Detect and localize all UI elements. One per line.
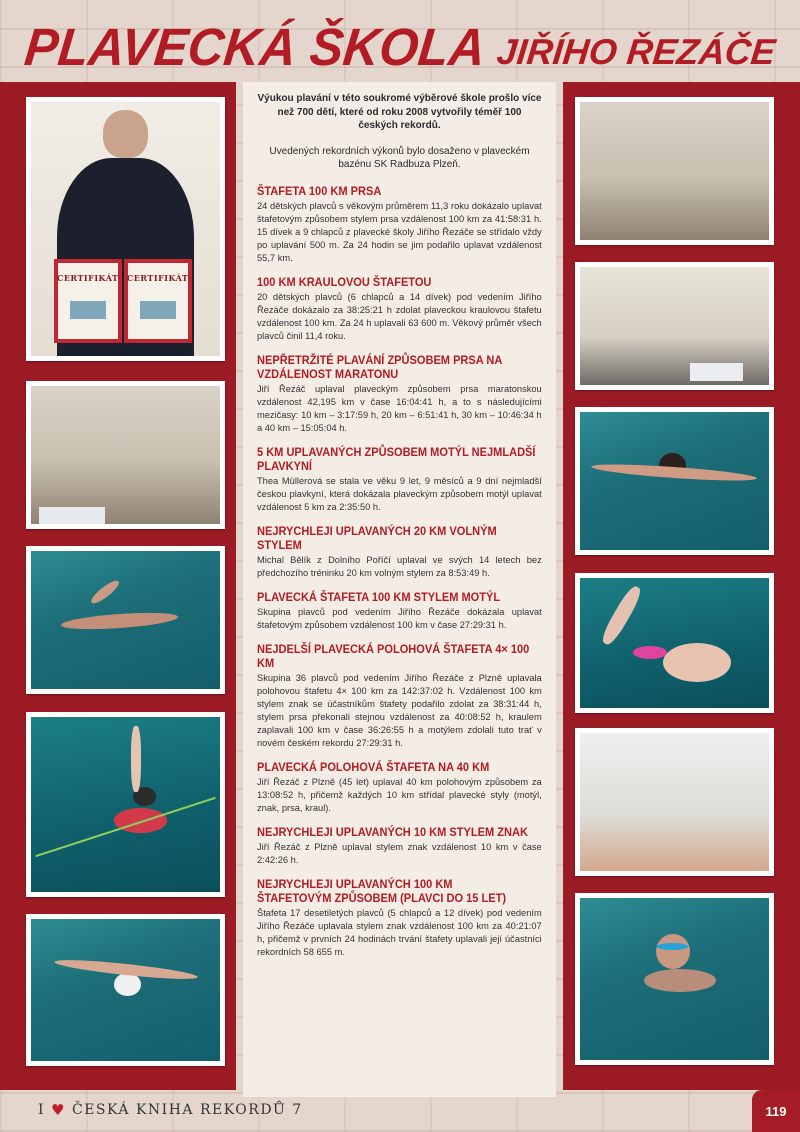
photo-group-kids-1 (26, 381, 225, 529)
record-section (257, 353, 542, 435)
page-title (0, 0, 800, 80)
record-text: Jiří Řezáč z Plzně (45 let) uplaval 40 km polohovým způsobem za 13:08:52 h, přičemž každých 10 km střídal plavecké styly (motýl, znak, prsa, kraul). (257, 776, 542, 814)
record-text: Jiří Řezáč uplaval plaveckým způsobem prsa maratonskou vzdálenost 42,195 km v čase 16:04:41 h, a to s následujícími mezičasy: 10 km – 3:17:59 h, 20 km – 6:51:41 h, 30 km – 10:46:34 h a 40 km – 15:05:04 h. (257, 383, 542, 434)
record-heading: PLAVECKÁ POLOHOVÁ ŠTAFETA NA 40 KM (257, 759, 490, 774)
photo-group-kids-2 (575, 97, 774, 245)
title-sub: JIŘÍHO ŘEZÁČE (494, 31, 778, 72)
photo-freestyle-swimmer-pink-goggles (575, 573, 774, 713)
footer-book-title (38, 1101, 303, 1119)
photo-swimmer-red-suit (26, 712, 225, 897)
certificate-left: CERTIFIKÁT (54, 259, 122, 343)
page-number: 119 (752, 1090, 800, 1132)
heart-icon: ♥ (51, 1101, 66, 1119)
record-section (257, 524, 542, 580)
record-heading: NEJDELŠÍ PLAVECKÁ POLOHOVÁ ŠTAFETA 4× 100 KM (257, 641, 530, 670)
record-heading: NEJRYCHLEJI UPLAVANÝCH 10 KM STYLEM ZNAK (257, 824, 528, 839)
photo-butterfly-swimmer-left (26, 914, 225, 1066)
certificate-right: CERTIFIKÁT (124, 259, 192, 343)
record-text: Jiří Řezáč z Plzně uplaval stylem znak vzdálenost 10 km v čase 2:42:26 h. (257, 841, 542, 866)
photo-coach-with-certificates (26, 97, 225, 361)
record-text: Thea Müllerová se stala ve věku 9 let, 9 měsíců a 9 dní nejmladší českou plavkyní, která dokázala plaveckým způsobem motýl uplavat vzdálenost 5 km za 2:35:50 h. (257, 475, 542, 513)
record-text: Skupina plavců pod vedením Jiřího Řezáče dokázala uplavat štafetovým způsobem vzdálenost 100 km v čase 27:29:31 h. (257, 606, 542, 631)
record-heading: PLAVECKÁ ŠTAFETA 100 KM STYLEM MOTÝL (257, 589, 501, 604)
record-text: Michal Bělík z Dolního Poříčí uplaval ve svých 14 letech bez předchozího tréninku 20 km volným stylem za 8:53:49 h. (257, 554, 542, 579)
record-section (257, 184, 542, 265)
record-text: 20 dětských plavců (6 chlapců a 14 dívek) pod vedením Jiřího Řezáče dokázalo za 38:25:21 h zdolat plaveckou kraulovou štafetu vzdálenost 100 km. Za 24 h uplavali 63 600 m. Věkový průměr všech plavců činil 11,4 roku. (257, 291, 542, 342)
record-heading: NEJRYCHLEJI UPLAVANÝCH 100 KM ŠTAFETOVÝM ZPŮSOBEM (PLAVCI DO 15 LET) (257, 876, 507, 905)
record-section (257, 825, 542, 867)
record-heading: ŠTAFETA 100 KM PRSA (257, 183, 382, 198)
record-heading: 5 KM UPLAVANÝCH ZPŮSOBEM MOTÝL NEJMLADŠÍ PLAVKYNÍ (257, 444, 536, 473)
record-heading: 100 KM KRAULOVOU ŠTAFETOU (257, 274, 432, 289)
text-column (243, 82, 556, 1097)
footer-suffix: ČESKÁ KNIHA REKORDŮ 7 (71, 1102, 303, 1118)
record-text: Štafeta 17 desetiletých plavců (5 chlapců a 12 dívek) pod vedením Jiřího Řezáče uplavala stylem znak vzdálenost 100 km za 40:21:07 h, přičemž v prvních 24 hodinách trvání štafety uplavali její účastníci rekordních 58 655 m. (257, 907, 542, 958)
photo-group-girls-swimsuits (575, 728, 774, 876)
record-section (257, 760, 542, 815)
title-main: PLAVECKÁ ŠKOLA (21, 17, 489, 77)
record-section (257, 642, 542, 750)
photo-swimmer-blue-goggles (575, 893, 774, 1065)
record-text: 24 dětských plavců s věkovým průměrem 11,3 roku dokázalo uplavat štafetovým způsobem stylem prsa vzdálenost 100 km za 41:58:31 h. 15 dívek a 9 chlapců z plavecké školy Jiřího Řezáče se střídalo vždy po uplavání 500 m. Za 24 hodin se jim podařilo uplavat vzdálenost 55,7 km. (257, 200, 542, 264)
record-section (257, 275, 542, 343)
photo-backstroke-swimmer (26, 546, 225, 694)
photo-butterfly-swimmer-right (575, 407, 774, 555)
photo-group-kids-poolside (575, 262, 774, 390)
record-heading: NEJRYCHLEJI UPLAVANÝCH 20 KM VOLNÝM STYLEM (257, 523, 497, 552)
record-heading: NEPŘETRŽITÉ PLAVÁNÍ ZPŮSOBEM PRSA NA VZDÁLENOST MARATONU (257, 352, 502, 381)
record-text: Skupina 36 plavců pod vedením Jiřího Řezáče z Plzně uplavala polohovou štafetu 4× 100 km za 142:37:02 h. Vzdálenost 100 km stylem znak se účastníkům štafety podařilo zdolat za 38:31:44 h, stylem prsa překonali stejnou vzdálenost za 40:08:52 h, kraulem zaplavali 100 km v čase 36:26:55 h a motýlem zdolali tuto trať v novém českém rekordu 27:29:31 h. (257, 672, 542, 749)
intro-lead: Výukou plavání v této soukromé výběrové škole prošlo více než 700 dětí, které od roku 2008 vytvořily téměř 100 českých rekordů. (257, 93, 542, 131)
footer-prefix: I (38, 1102, 46, 1118)
record-section (257, 445, 542, 514)
record-section (257, 877, 542, 959)
coach-head (103, 110, 148, 158)
intro-venue: Uvedených rekordních výkonů bylo dosaženo v plaveckém bazénu SK Radbuza Plzeň. (269, 145, 530, 170)
record-section (257, 590, 542, 632)
